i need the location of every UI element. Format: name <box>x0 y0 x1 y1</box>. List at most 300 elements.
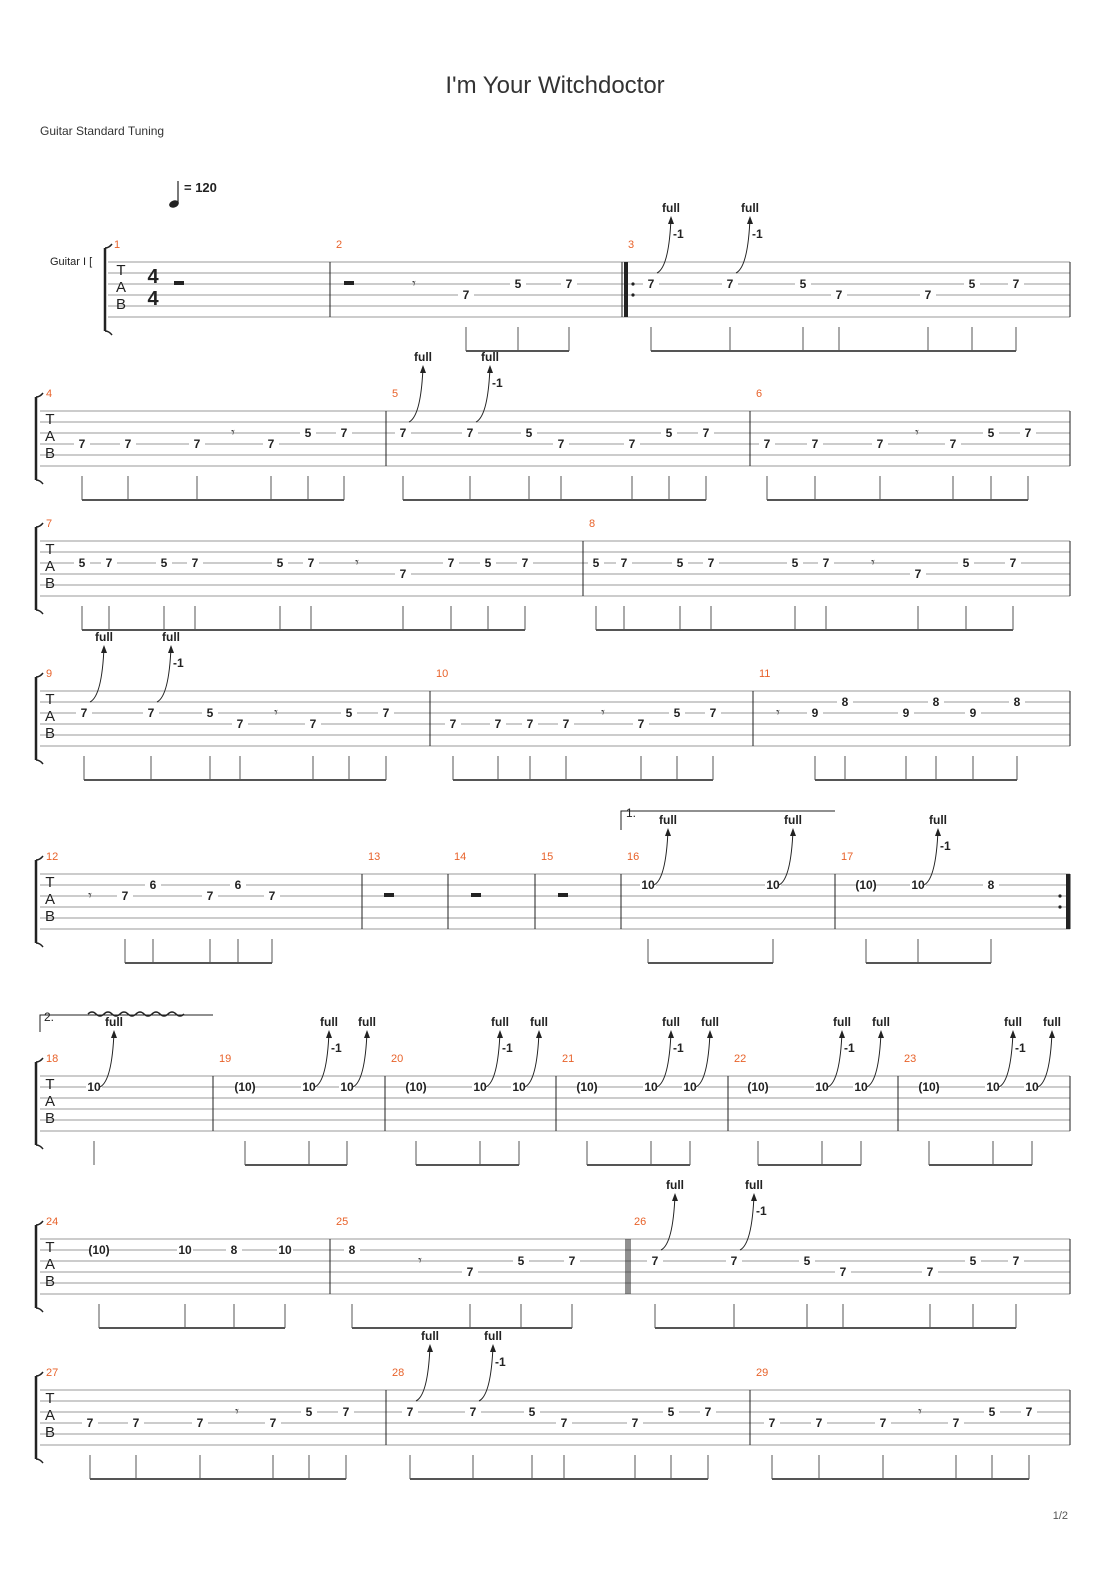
release-label: -1 <box>502 1041 513 1055</box>
release-label: -1 <box>173 656 184 670</box>
repeat-dot <box>1058 905 1061 908</box>
measure-number: 11 <box>759 668 771 680</box>
whole-rest <box>344 281 354 285</box>
fret-number: 7 <box>342 1405 350 1419</box>
fret-number: 10 <box>683 1080 697 1094</box>
fret-number: 7 <box>78 437 86 451</box>
release-label: -1 <box>331 1041 342 1055</box>
fret-number: 10 <box>815 1080 829 1094</box>
measure-number: 13 <box>368 851 381 863</box>
release-label: -1 <box>844 1041 855 1055</box>
fret-number: 7 <box>702 426 710 440</box>
bend-arrowhead <box>878 1030 884 1038</box>
tab-clef-letter: T <box>45 1390 55 1407</box>
bend-label: full <box>484 1329 502 1343</box>
fret-number: 7 <box>494 717 502 731</box>
fret-number: 7 <box>822 556 830 570</box>
bend-label: full <box>414 350 432 364</box>
tab-clef-letter: B <box>44 445 56 462</box>
fret-number: 8 <box>1013 695 1021 709</box>
bend-arrow <box>90 647 104 702</box>
bend-arrow <box>525 1032 539 1087</box>
fret-number: 5 <box>78 556 86 570</box>
fret-number: 7 <box>1024 426 1032 440</box>
fret-number: 7 <box>447 556 455 570</box>
fret-number: 5 <box>206 706 214 720</box>
time-signature-top: 4 <box>147 266 159 288</box>
fret-number: 7 <box>399 426 407 440</box>
tab-clef-letter: A <box>44 1256 56 1273</box>
fret-number: 7 <box>952 1416 960 1430</box>
fret-number: 7 <box>268 889 276 903</box>
fret-number: 7 <box>406 1405 414 1419</box>
fret-number: (10) <box>576 1080 598 1094</box>
tab-clef-letter: T <box>45 1076 55 1093</box>
volta-bracket-1 <box>621 811 835 830</box>
bend-arrow <box>157 647 171 702</box>
measure-number: 1 <box>114 239 121 251</box>
bend-arrowhead <box>536 1030 542 1038</box>
measure-number: 3 <box>628 239 635 251</box>
fret-number: 5 <box>968 277 976 291</box>
tab-clef-letter: B <box>44 725 56 742</box>
staff-system-8 <box>36 1344 1070 1479</box>
bend-arrowhead <box>668 1030 674 1038</box>
measure-number: 29 <box>756 1367 769 1379</box>
tab-clef-letter: A <box>44 428 56 445</box>
fret-number: 7 <box>86 1416 94 1430</box>
eighth-rest: 𝄾 <box>355 554 359 570</box>
bend-arrowhead <box>326 1030 332 1038</box>
fret-number: 7 <box>763 437 771 451</box>
bend-arrow <box>657 218 671 273</box>
bend-arrowhead <box>839 1030 845 1038</box>
bend-arrow <box>867 1032 881 1087</box>
volta-label-2: 2. <box>44 1010 55 1024</box>
staff-system-1 <box>105 216 1070 351</box>
fret-number: 7 <box>704 1405 712 1419</box>
tab-clef-letter: A <box>44 708 56 725</box>
fret-number: 8 <box>841 695 849 709</box>
bend-arrowhead <box>790 828 796 836</box>
fret-number: 5 <box>304 426 312 440</box>
fret-number: 7 <box>879 1416 887 1430</box>
fret-number: 7 <box>914 567 922 581</box>
fret-number: 7 <box>1009 556 1017 570</box>
bend-label: full <box>659 813 677 827</box>
song-title: I'm Your Witchdoctor <box>445 72 665 99</box>
tuning-label: Guitar Standard Tuning <box>40 124 165 138</box>
fret-number: (10) <box>234 1080 256 1094</box>
measure-number: 5 <box>392 388 399 400</box>
fret-number: 7 <box>462 288 470 302</box>
tab-clef-letter: T <box>116 262 126 279</box>
fret-number: 7 <box>80 706 88 720</box>
bend-label: full <box>481 350 499 364</box>
tab-clef-letter: T <box>45 874 55 891</box>
staff-system-4 <box>36 645 1070 780</box>
fret-number: 8 <box>348 1243 356 1257</box>
fret-number: 7 <box>340 426 348 440</box>
fret-number: 7 <box>557 437 565 451</box>
measure-number: 9 <box>46 668 53 680</box>
fret-number: 5 <box>676 556 684 570</box>
fret-number: (10) <box>855 878 877 892</box>
fret-number: 10 <box>644 1080 658 1094</box>
bend-label: full <box>1004 1015 1022 1029</box>
bend-arrowhead <box>490 1344 496 1352</box>
fret-number: 7 <box>707 556 715 570</box>
tab-clef-letter: B <box>44 1424 56 1441</box>
eighth-rest: 𝄾 <box>412 275 416 291</box>
measure-number: 25 <box>336 1216 349 1228</box>
repeat-dot <box>1058 894 1061 897</box>
fret-number: 8 <box>932 695 940 709</box>
fret-number: 5 <box>276 556 284 570</box>
release-label: -1 <box>752 227 763 241</box>
bend-label: full <box>666 1178 684 1192</box>
fret-number: 7 <box>466 1265 474 1279</box>
fret-number: 10 <box>87 1080 101 1094</box>
release-label: -1 <box>495 1355 506 1369</box>
fret-number: 5 <box>791 556 799 570</box>
bend-label: full <box>358 1015 376 1029</box>
fret-number: 10 <box>766 878 780 892</box>
fret-number: 7 <box>628 437 636 451</box>
fret-number: 7 <box>562 717 570 731</box>
bend-arrowhead <box>487 365 493 373</box>
bend-label: full <box>929 813 947 827</box>
fret-number: 7 <box>267 437 275 451</box>
tab-clef-letter: T <box>45 1239 55 1256</box>
bend-label: full <box>741 201 759 215</box>
bend-arrowhead <box>364 1030 370 1038</box>
whole-rest <box>471 893 481 897</box>
fret-number: 7 <box>236 717 244 731</box>
eighth-rest: 𝄾 <box>601 704 605 720</box>
fret-number: 7 <box>924 288 932 302</box>
fret-number: 7 <box>709 706 717 720</box>
fret-number: 7 <box>309 717 317 731</box>
fret-number: 7 <box>147 706 155 720</box>
measure-number: 24 <box>46 1216 59 1228</box>
fret-number: 7 <box>124 437 132 451</box>
bend-arrow <box>409 367 423 422</box>
release-label: -1 <box>1015 1041 1026 1055</box>
fret-number: (10) <box>918 1080 940 1094</box>
bend-label: full <box>421 1329 439 1343</box>
fret-number: 5 <box>517 1254 525 1268</box>
fret-number: 10 <box>178 1243 192 1257</box>
fret-number: 5 <box>528 1405 536 1419</box>
fret-number: 10 <box>854 1080 868 1094</box>
fret-number: 7 <box>811 437 819 451</box>
fret-number: 7 <box>382 706 390 720</box>
fret-number: 7 <box>926 1265 934 1279</box>
measure-number: 4 <box>46 388 53 400</box>
fret-number: 7 <box>196 1416 204 1430</box>
bend-arrow <box>654 830 668 885</box>
fret-number: 9 <box>902 706 910 720</box>
bend-arrow <box>486 1032 500 1087</box>
bend-label: full <box>320 1015 338 1029</box>
bend-arrowhead <box>1010 1030 1016 1038</box>
fret-number: 7 <box>521 556 529 570</box>
fret-number: 7 <box>839 1265 847 1279</box>
eighth-rest: 𝄾 <box>776 704 780 720</box>
fret-number: 7 <box>568 1254 576 1268</box>
tab-clef-letter: A <box>44 891 56 908</box>
fret-number: 5 <box>160 556 168 570</box>
bend-label: full <box>162 630 180 644</box>
staff-system-5 <box>36 828 1070 963</box>
bend-arrowhead <box>427 1344 433 1352</box>
measure-number: 16 <box>627 851 640 863</box>
fret-number: 5 <box>988 1405 996 1419</box>
bend-label: full <box>833 1015 851 1029</box>
fret-number: 6 <box>234 878 242 892</box>
fret-number: 5 <box>969 1254 977 1268</box>
bend-arrow <box>736 218 750 273</box>
measure-number: 6 <box>756 388 763 400</box>
measure-number: 26 <box>634 1216 647 1228</box>
whole-rest <box>174 281 184 285</box>
fret-number: 7 <box>651 1254 659 1268</box>
measure-number: 7 <box>46 518 53 530</box>
bend-arrowhead <box>707 1030 713 1038</box>
fret-number: 7 <box>399 567 407 581</box>
eighth-rest: 𝄾 <box>918 1403 922 1419</box>
fret-number: 5 <box>673 706 681 720</box>
tab-clef-letter: B <box>44 908 56 925</box>
staff-system-6 <box>36 1030 1070 1165</box>
fret-number: 5 <box>305 1405 313 1419</box>
fret-number: (10) <box>88 1243 110 1257</box>
fret-number: 9 <box>811 706 819 720</box>
bend-arrowhead <box>935 828 941 836</box>
fret-number: 7 <box>726 277 734 291</box>
measure-number: 12 <box>46 851 59 863</box>
bend-arrowhead <box>168 645 174 653</box>
fret-number: 5 <box>799 277 807 291</box>
fret-number: 5 <box>667 1405 675 1419</box>
page-number: 1/2 <box>1052 1510 1068 1522</box>
fret-number: 8 <box>230 1243 238 1257</box>
bend-arrow <box>661 1195 675 1250</box>
fret-number: 7 <box>560 1416 568 1430</box>
fret-number: 5 <box>345 706 353 720</box>
measure-number: 15 <box>541 851 554 863</box>
repeat-dot <box>631 293 634 296</box>
fret-number: 7 <box>449 717 457 731</box>
eighth-rest: 𝄾 <box>418 1252 422 1268</box>
fret-number: 8 <box>987 878 995 892</box>
fret-number: 7 <box>876 437 884 451</box>
bend-arrow <box>476 367 490 422</box>
eighth-rest: 𝄾 <box>88 887 92 903</box>
fret-number: 7 <box>647 277 655 291</box>
tab-clef-letter: A <box>115 279 127 296</box>
fret-number: (10) <box>747 1080 769 1094</box>
bend-arrowhead <box>111 1030 117 1038</box>
bend-arrowhead <box>497 1030 503 1038</box>
bend-arrow <box>100 1032 114 1087</box>
tab-clef-letter: T <box>45 411 55 428</box>
measure-number: 21 <box>562 1053 575 1065</box>
fret-number: 7 <box>269 1416 277 1430</box>
eighth-rest: 𝄾 <box>274 704 278 720</box>
measure-number: 18 <box>46 1053 59 1065</box>
fret-number: 7 <box>565 277 573 291</box>
fret-number: 7 <box>835 288 843 302</box>
repeat-dot <box>631 282 634 285</box>
measure-number: 23 <box>904 1053 917 1065</box>
tempo-marking: = 120 <box>184 180 217 195</box>
bend-arrowhead <box>420 365 426 373</box>
bend-arrow <box>740 1195 754 1250</box>
tab-clef-letter: T <box>45 691 55 708</box>
measure-number: 19 <box>219 1053 232 1065</box>
bend-label: full <box>872 1015 890 1029</box>
bend-label: full <box>662 1015 680 1029</box>
fret-number: (10) <box>405 1080 427 1094</box>
eighth-rest: 𝄾 <box>871 554 875 570</box>
bend-arrowhead <box>1049 1030 1055 1038</box>
tab-clef-letter: B <box>115 296 127 313</box>
fret-number: 7 <box>466 426 474 440</box>
fret-number: 5 <box>514 277 522 291</box>
fret-number: 9 <box>969 706 977 720</box>
fret-number: 10 <box>278 1243 292 1257</box>
tab-clef-letter: B <box>44 1110 56 1127</box>
fret-number: 10 <box>1025 1080 1039 1094</box>
measure-number: 20 <box>391 1053 404 1065</box>
tab-clef-letter: B <box>44 1273 56 1290</box>
fret-number: 7 <box>1025 1405 1033 1419</box>
fret-number: 10 <box>641 878 655 892</box>
measure-number: 28 <box>392 1367 405 1379</box>
fret-number: 7 <box>730 1254 738 1268</box>
bend-arrow <box>1038 1032 1052 1087</box>
fret-number: 7 <box>620 556 628 570</box>
bend-arrow <box>315 1032 329 1087</box>
eighth-rest: 𝄾 <box>915 424 919 440</box>
tab-clef-letter: B <box>44 575 56 592</box>
fret-number: 5 <box>592 556 600 570</box>
bend-arrowhead <box>672 1193 678 1201</box>
eighth-rest: 𝄾 <box>231 424 235 440</box>
track-name: Guitar I [ <box>50 256 93 268</box>
fret-number: 10 <box>340 1080 354 1094</box>
bend-label: full <box>105 1015 123 1029</box>
bend-label: full <box>745 1178 763 1192</box>
eighth-rest: 𝄾 <box>235 1403 239 1419</box>
bend-arrow <box>696 1032 710 1087</box>
measure-number: 27 <box>46 1367 59 1379</box>
fret-number: 7 <box>631 1416 639 1430</box>
measure-number: 22 <box>734 1053 747 1065</box>
release-label: -1 <box>940 839 951 853</box>
tab-clef-letter: T <box>45 541 55 558</box>
fret-number: 10 <box>473 1080 487 1094</box>
release-label: -1 <box>673 227 684 241</box>
fret-number: 7 <box>193 437 201 451</box>
bend-arrowhead <box>101 645 107 653</box>
fret-number: 10 <box>512 1080 526 1094</box>
fret-number: 7 <box>206 889 214 903</box>
whole-rest <box>558 893 568 897</box>
measure-number: 17 <box>841 851 854 863</box>
fret-number: 10 <box>986 1080 1000 1094</box>
tab-clef-letter: A <box>44 1093 56 1110</box>
fret-number: 7 <box>307 556 315 570</box>
fret-number: 5 <box>484 556 492 570</box>
bend-arrow <box>924 830 938 885</box>
bend-label: full <box>530 1015 548 1029</box>
fret-number: 5 <box>987 426 995 440</box>
bend-label: full <box>95 630 113 644</box>
measure-number: 8 <box>589 518 596 530</box>
tab-clef-letter: A <box>44 1407 56 1424</box>
fret-number: 5 <box>803 1254 811 1268</box>
bend-arrowhead <box>668 216 674 224</box>
fret-number: 7 <box>768 1416 776 1430</box>
time-signature-bottom: 4 <box>147 288 159 310</box>
bend-arrow <box>657 1032 671 1087</box>
fret-number: 7 <box>105 556 113 570</box>
fret-number: 7 <box>469 1405 477 1419</box>
fret-number: 7 <box>637 717 645 731</box>
bend-label: full <box>784 813 802 827</box>
bend-arrow <box>353 1032 367 1087</box>
fret-number: 7 <box>815 1416 823 1430</box>
fret-number: 5 <box>665 426 673 440</box>
bend-label: full <box>662 201 680 215</box>
staff-system-7 <box>36 1193 1070 1328</box>
bend-label: full <box>491 1015 509 1029</box>
fret-number: 7 <box>526 717 534 731</box>
fret-number: 7 <box>191 556 199 570</box>
fret-number: 7 <box>132 1416 140 1430</box>
volta-bracket-2 <box>40 1015 213 1032</box>
fret-number: 5 <box>962 556 970 570</box>
volta-label-1: 1. <box>626 806 637 820</box>
fret-number: 10 <box>911 878 925 892</box>
release-label: -1 <box>492 376 503 390</box>
bend-arrow <box>828 1032 842 1087</box>
fret-number: 7 <box>1012 1254 1020 1268</box>
fret-number: 10 <box>302 1080 316 1094</box>
bend-arrow <box>416 1346 430 1401</box>
bend-label: full <box>701 1015 719 1029</box>
fret-number: 7 <box>1012 277 1020 291</box>
measure-number: 14 <box>454 851 467 863</box>
fret-number: 7 <box>949 437 957 451</box>
bend-arrowhead <box>751 1193 757 1201</box>
bend-arrow <box>779 830 793 885</box>
release-label: -1 <box>673 1041 684 1055</box>
measure-number: 10 <box>436 668 449 680</box>
measure-number: 2 <box>336 239 343 251</box>
fret-number: 6 <box>149 878 157 892</box>
bend-arrow <box>479 1346 493 1401</box>
bend-arrow <box>999 1032 1013 1087</box>
fret-number: 5 <box>525 426 533 440</box>
whole-rest <box>384 893 394 897</box>
release-label: -1 <box>756 1204 767 1218</box>
fret-number: 7 <box>121 889 129 903</box>
bend-arrowhead <box>747 216 753 224</box>
